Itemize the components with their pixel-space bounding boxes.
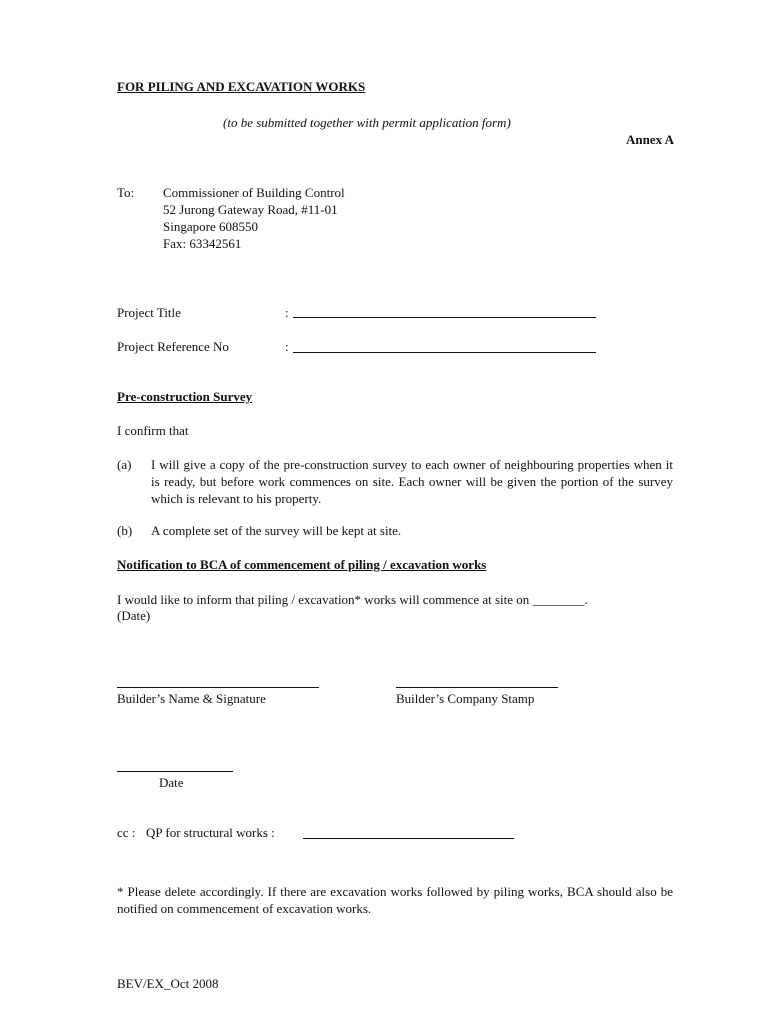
project-title-colon: : — [285, 305, 289, 320]
footer-code: BEV/EX_Oct 2008 — [117, 976, 219, 991]
builder-signature-line[interactable] — [117, 687, 319, 688]
cc-label: cc : — [117, 825, 136, 840]
date-line[interactable] — [117, 771, 233, 772]
item-b-marker: (b) — [117, 523, 133, 538]
address-line-2: 52 Jurong Gateway Road, #11-01 — [163, 202, 338, 217]
cc-field[interactable] — [303, 838, 514, 839]
notification-date-hint: (Date) — [117, 608, 151, 623]
notification-text: I would like to inform that piling / excavation* works will commence at site on ________. — [117, 592, 588, 607]
notification-heading: Notification to BCA of commencement of piling / excavation works — [117, 557, 487, 572]
cc-text: QP for structural works : — [146, 825, 275, 840]
company-stamp-line[interactable] — [396, 687, 558, 688]
survey-heading: Pre-construction Survey — [117, 389, 253, 404]
builder-name-label: Builder’s Name & Signature — [117, 691, 266, 706]
annex-label: Annex A — [625, 132, 674, 147]
project-ref-colon: : — [285, 339, 289, 354]
project-title-field[interactable] — [293, 317, 596, 318]
company-stamp-label: Builder’s Company Stamp — [396, 691, 535, 706]
document-subtitle: (to be submitted together with permit application form) — [223, 115, 511, 130]
footnote: * Please delete accordingly. If there are excavation works followed by piling works, BCA should also be notified on commencement of excavation works. — [117, 884, 673, 916]
project-ref-field[interactable] — [293, 352, 596, 353]
item-b-text: A complete set of the survey will be kept at site. — [151, 523, 402, 538]
address-line-1: Commissioner of Building Control — [163, 185, 345, 200]
item-a-marker: (a) — [117, 457, 132, 472]
address-line-3: Singapore 608550 — [163, 219, 258, 234]
survey-confirm: I confirm that — [117, 423, 189, 438]
project-ref-label: Project Reference No — [117, 339, 229, 354]
document-title: FOR PILING AND EXCAVATION WORKS — [117, 79, 366, 94]
to-label: To: — [117, 185, 135, 200]
date-label: Date — [159, 775, 184, 790]
address-line-4: Fax: 63342561 — [163, 236, 242, 251]
project-title-label: Project Title — [117, 305, 181, 320]
item-a-text: I will give a copy of the pre-construction survey to each owner of neighbouring properties when it is ready, but before work commences on site. Each owner will be given the portion of the survey which is relevant to his property. — [151, 457, 673, 506]
